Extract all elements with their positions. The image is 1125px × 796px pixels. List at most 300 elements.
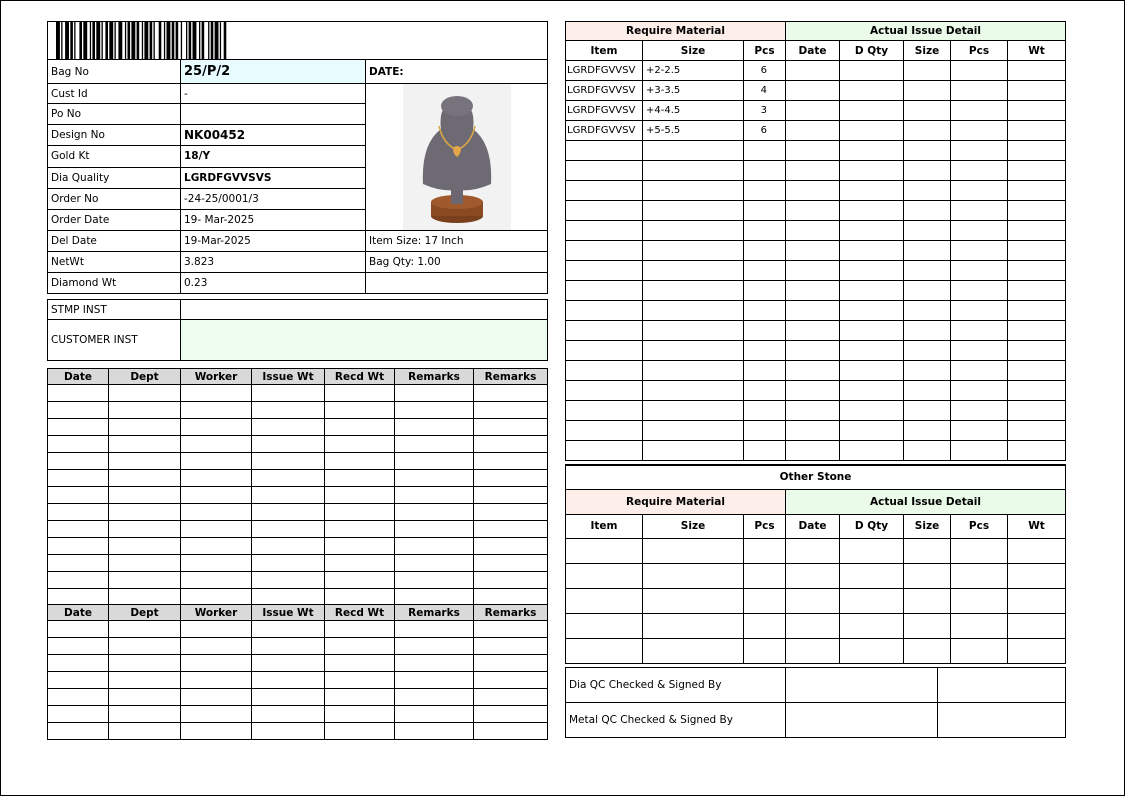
col-item: Item [566,41,643,61]
table-cell [1008,588,1066,613]
table-cell [48,521,109,538]
table-cell [1008,161,1066,181]
table-cell [109,453,181,470]
table-cell [48,723,109,740]
other-column-headers [566,514,1066,538]
table-cell [643,161,744,181]
material-row [566,101,1066,121]
material-item: LGRDFGVVSV [566,101,643,121]
table-cell [395,655,474,672]
table-cell [840,301,904,321]
table-cell [951,201,1008,221]
col-size: Size [643,514,744,538]
table-cell [181,572,252,589]
material-row [566,241,1066,261]
table-cell [904,301,951,321]
table-cell [325,419,395,436]
table-cell [951,141,1008,161]
table-cell [951,613,1008,638]
table-cell [252,538,325,555]
table-cell [643,613,744,638]
table-cell [904,381,951,401]
table-cell [1008,81,1066,101]
work-row [48,385,548,402]
table-cell [181,436,252,453]
dia-quality-label: Dia Quality [48,167,181,188]
table-cell [904,321,951,341]
material-row [566,141,1066,161]
table-cell [840,563,904,588]
table-cell [395,589,474,606]
table-cell [643,538,744,563]
dia-qc-signature [786,668,938,703]
header-remarks: Remarks [395,605,474,621]
table-cell [109,589,181,606]
table-cell [904,241,951,261]
cust-id-value: - [181,84,366,104]
table-cell [566,563,643,588]
table-cell [904,201,951,221]
table-cell [48,538,109,555]
table-cell [109,555,181,572]
table-cell [1008,638,1066,663]
table-cell [840,241,904,261]
table-cell [904,588,951,613]
material-row [566,301,1066,321]
table-cell [951,341,1008,361]
item-size: Item Size: 17 Inch [366,231,548,252]
table-cell [566,181,643,201]
table-cell [786,181,840,201]
table-cell [252,385,325,402]
table-cell [252,572,325,589]
table-cell [566,281,643,301]
col-actual-size: Size [904,41,951,61]
metal-qc-signature [786,703,938,738]
material-row [566,61,1066,81]
table-cell [566,301,643,321]
table-cell [643,381,744,401]
table-cell [951,638,1008,663]
table-cell [474,504,548,521]
customer-inst-label: CUSTOMER INST [48,320,181,361]
col-pcs: Pcs [744,41,786,61]
table-cell [252,487,325,504]
table-cell [786,538,840,563]
table-cell [181,555,252,572]
table-cell [744,221,786,241]
product-photo-cell [366,84,548,231]
work-row [48,402,548,419]
gold-kt-label: Gold Kt [48,146,181,167]
work-header-row [48,369,548,385]
order-no-value: -24-25/0001/3 [181,188,366,209]
table-cell [643,563,744,588]
table-cell [325,621,395,638]
header-remarks-2: Remarks [474,605,548,621]
table-cell [395,672,474,689]
material-row [566,441,1066,461]
table-cell [566,538,643,563]
other-stone-row [566,538,1066,563]
table-cell [566,381,643,401]
table-cell [786,261,840,281]
other-stone-row [566,613,1066,638]
table-cell [643,321,744,341]
table-cell [109,419,181,436]
table-cell [181,402,252,419]
table-cell [643,141,744,161]
netwt-value: 3.823 [181,252,366,273]
material-row [566,381,1066,401]
table-cell [252,453,325,470]
table-cell [109,655,181,672]
table-cell [840,401,904,421]
table-cell [252,655,325,672]
material-row [566,161,1066,181]
table-cell [840,321,904,341]
work-header-row [48,605,548,621]
table-cell [951,121,1008,141]
other-stone-row [566,588,1066,613]
table-cell [744,538,786,563]
order-date-value: 19- Mar-2025 [181,209,366,230]
table-cell [951,421,1008,441]
table-cell [643,181,744,201]
table-cell [951,81,1008,101]
table-cell [786,613,840,638]
table-cell [840,121,904,141]
table-cell [904,361,951,381]
table-cell [325,470,395,487]
table-cell [48,402,109,419]
dia-qc-label: Dia QC Checked & Signed By [566,668,786,703]
table-cell [325,487,395,504]
table-cell [1008,401,1066,421]
table-cell [325,638,395,655]
work-row [48,589,548,606]
table-cell [744,588,786,613]
material-item: LGRDFGVVSV [566,81,643,101]
table-cell [109,689,181,706]
work-row [48,521,548,538]
material-size: +4-4.5 [643,101,744,121]
material-row [566,401,1066,421]
design-no-value: NK00452 [181,125,366,146]
table-cell [181,672,252,689]
table-cell [48,453,109,470]
table-cell [252,706,325,723]
table-cell [951,301,1008,321]
table-cell [744,401,786,421]
table-cell [395,453,474,470]
cust-id-label: Cust Id [48,84,181,104]
work-row [48,419,548,436]
table-cell [1008,301,1066,321]
del-date-label: Del Date [48,231,181,252]
table-cell [566,613,643,638]
table-cell [643,341,744,361]
table-cell [840,161,904,181]
other-stone-row [566,563,1066,588]
table-cell [181,723,252,740]
table-cell [951,321,1008,341]
col-date: Date [786,514,840,538]
table-cell [786,563,840,588]
material-row [566,321,1066,341]
table-cell [786,361,840,381]
table-cell [252,470,325,487]
table-cell [786,321,840,341]
table-cell [643,421,744,441]
table-cell [840,61,904,81]
date-label: DATE: [366,60,548,84]
table-cell [566,261,643,281]
table-cell [744,563,786,588]
table-cell [744,181,786,201]
table-cell [904,221,951,241]
table-cell [643,301,744,321]
table-cell [840,201,904,221]
material-size: +5-5.5 [643,121,744,141]
table-cell [744,341,786,361]
col-actual-pcs: Pcs [951,514,1008,538]
table-cell [252,436,325,453]
table-cell [643,441,744,461]
table-cell [566,421,643,441]
material-row [566,181,1066,201]
table-cell [325,521,395,538]
table-cell [566,341,643,361]
table-cell [744,361,786,381]
table-cell [566,401,643,421]
table-cell [744,241,786,261]
work-row [48,555,548,572]
table-cell [840,538,904,563]
table-cell [951,61,1008,81]
table-cell [786,141,840,161]
table-cell [566,361,643,381]
table-cell [395,706,474,723]
table-cell [904,613,951,638]
table-cell [643,201,744,221]
table-cell [904,261,951,281]
table-cell [566,321,643,341]
table-cell [744,281,786,301]
work-row [48,453,548,470]
table-cell [643,638,744,663]
col-date: Date [786,41,840,61]
table-cell [904,141,951,161]
header-issue-wt: Issue Wt [252,605,325,621]
table-cell [904,61,951,81]
actual-issue-header: Actual Issue Detail [786,22,1066,41]
table-cell [744,613,786,638]
table-cell [566,638,643,663]
dia-quality-value: LGRDFGVVSVS [181,167,366,188]
table-cell [951,381,1008,401]
table-cell [904,401,951,421]
table-cell [395,521,474,538]
table-cell [840,181,904,201]
table-cell [786,381,840,401]
barcode-box [47,21,548,60]
material-row [566,221,1066,241]
table-cell [840,638,904,663]
material-row [566,341,1066,361]
material-row [566,361,1066,381]
table-cell [395,538,474,555]
table-cell [109,470,181,487]
work-row [48,638,548,655]
table-cell [1008,141,1066,161]
table-cell [1008,563,1066,588]
table-cell [786,241,840,261]
table-cell [951,161,1008,181]
table-cell [566,201,643,221]
table-cell [951,401,1008,421]
table-cell [252,723,325,740]
table-cell [840,381,904,401]
table-cell [474,672,548,689]
table-cell [904,181,951,201]
work-row [48,470,548,487]
table-cell [904,421,951,441]
table-cell [1008,341,1066,361]
table-cell [643,401,744,421]
table-cell [252,419,325,436]
table-cell [325,672,395,689]
work-row [48,655,548,672]
table-cell [951,441,1008,461]
header-issue-wt: Issue Wt [252,369,325,385]
header-dept: Dept [109,605,181,621]
table-cell [1008,201,1066,221]
other-stone-row [566,638,1066,663]
table-cell [181,487,252,504]
table-cell [181,706,252,723]
diamond-wt-value: 0.23 [181,273,366,294]
material-row [566,81,1066,101]
table-cell [904,101,951,121]
table-cell [1008,613,1066,638]
table-cell [181,655,252,672]
table-cell [48,555,109,572]
table-cell [786,638,840,663]
material-pcs: 4 [744,81,786,101]
table-cell [48,706,109,723]
table-cell [474,706,548,723]
table-cell [474,385,548,402]
table-cell [643,221,744,241]
table-cell [786,61,840,81]
table-cell [474,402,548,419]
material-row [566,281,1066,301]
bag-qty: Bag Qty: 1.00 [366,252,548,273]
table-cell [181,589,252,606]
table-cell [786,588,840,613]
table-cell [325,436,395,453]
table-cell [252,402,325,419]
col-actual-size: Size [904,514,951,538]
table-cell [744,301,786,321]
material-pcs: 6 [744,61,786,81]
table-cell [643,588,744,613]
header-worker: Worker [181,605,252,621]
necklace-photo [403,84,511,230]
table-cell [951,538,1008,563]
table-cell [48,672,109,689]
bag-info-table [47,59,548,294]
table-cell [566,161,643,181]
table-cell [181,453,252,470]
work-row [48,572,548,589]
table-cell [786,81,840,101]
table-cell [951,241,1008,261]
table-cell [786,101,840,121]
other-stone-title: Other Stone [566,465,1066,489]
table-cell [395,689,474,706]
del-date-value: 19-Mar-2025 [181,231,366,252]
table-cell [951,281,1008,301]
table-cell [1008,101,1066,121]
table-cell [181,470,252,487]
header-date: Date [48,605,109,621]
stmp-inst-label: STMP INST [48,300,181,320]
table-cell [474,572,548,589]
table-cell [474,689,548,706]
po-no-label: Po No [48,104,181,125]
table-cell [325,385,395,402]
table-cell [395,572,474,589]
table-cell [840,261,904,281]
table-cell [840,141,904,161]
table-cell [744,381,786,401]
other-stone-table [565,464,1066,664]
table-cell [181,621,252,638]
table-cell [181,689,252,706]
table-cell [1008,241,1066,261]
gold-kt-value: 18/Y [181,146,366,167]
table-cell [1008,421,1066,441]
table-cell [786,221,840,241]
table-cell [181,521,252,538]
table-cell [1008,381,1066,401]
table-cell [109,538,181,555]
table-cell [744,421,786,441]
table-cell [904,538,951,563]
table-cell [786,341,840,361]
table-cell [840,588,904,613]
col-item: Item [566,514,643,538]
work-log-table-1 [47,368,548,606]
col-wt: Wt [1008,41,1066,61]
table-cell [474,555,548,572]
col-d-qty: D Qty [840,41,904,61]
table-cell [181,638,252,655]
table-cell [325,589,395,606]
col-d-qty: D Qty [840,514,904,538]
table-cell [474,638,548,655]
bag-no-value: 25/P/2 [181,60,366,84]
table-cell [951,361,1008,381]
table-cell [744,201,786,221]
table-cell [744,261,786,281]
table-cell [325,453,395,470]
table-cell [48,385,109,402]
table-cell [48,419,109,436]
table-cell [395,638,474,655]
